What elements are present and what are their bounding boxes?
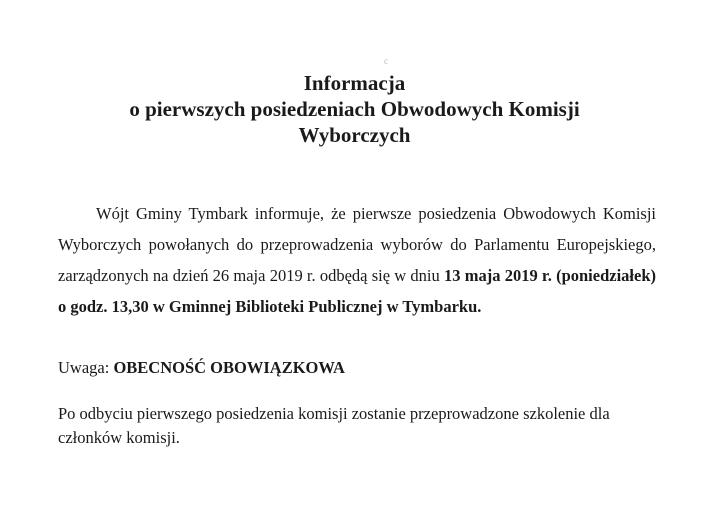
announcement-paragraph xyxy=(58,198,656,322)
document-title xyxy=(0,70,709,148)
announcement-text: Wójt Gminy Tymbark informuje, że pierwsze posiedzenia Obwodowych Komisji Wyborczych powołanych do przeprowadzenia wyborów do Parlamentu Europejskiego, zarządzonych na dzień 26 maja 2019 r. odbędą się w dniu xyxy=(58,204,656,285)
training-paragraph: Po odbyciu pierwszego posiedzenia komisji zostanie przeprowadzone szkolenie dla członków komisji. xyxy=(58,404,610,447)
title-line-2: o pierwszych posiedzeniach Obwodowych Komisji xyxy=(129,97,580,121)
notice-label: Uwaga: xyxy=(58,358,114,377)
title-line-1: Informacja xyxy=(303,71,406,95)
notice-value: OBECNOŚĆ OBOWIĄZKOWA xyxy=(113,358,345,377)
notice-line xyxy=(58,356,656,380)
meeting-date-location: 13 maja 2019 r. (poniedziałek) o godz. 13,30 w Gminnej Biblioteki Publicznej w Tymbarku. xyxy=(58,266,656,316)
title-line-3: Wyborczych xyxy=(298,123,411,147)
scan-mark: c xyxy=(384,56,388,66)
